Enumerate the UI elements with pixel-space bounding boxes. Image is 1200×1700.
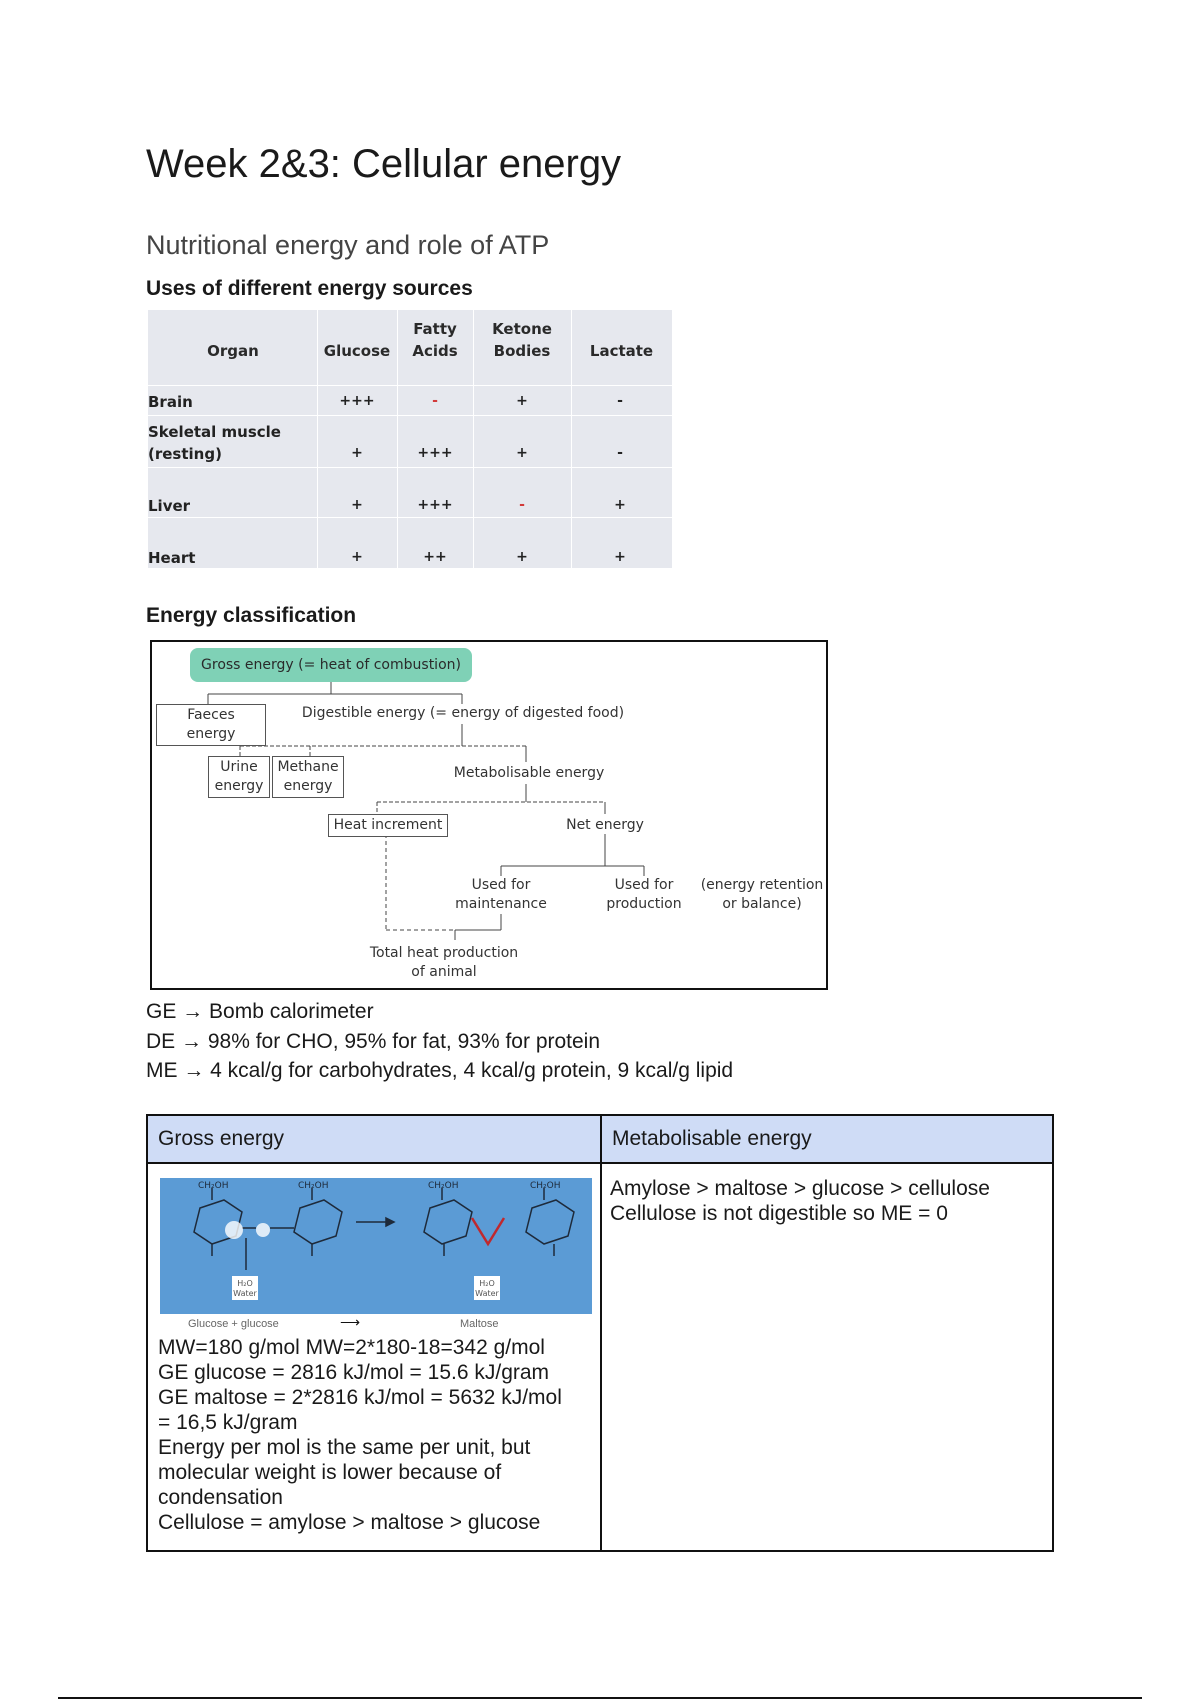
energy-classification-diagram bbox=[150, 640, 828, 990]
table-cell: - bbox=[617, 393, 623, 409]
table-cell: - bbox=[617, 445, 623, 461]
footer-rule bbox=[58, 1697, 1142, 1699]
ch2oh-label: CH₂OH bbox=[198, 1181, 229, 1191]
table-cell: + bbox=[516, 445, 528, 461]
note-ge: GE → Bomb calorimeter bbox=[146, 1000, 374, 1023]
production-node: Used for production bbox=[606, 877, 682, 912]
glucose-caption: Glucose + glucose bbox=[188, 1318, 279, 1330]
table-cell: +++ bbox=[417, 497, 453, 513]
section-subtitle: Nutritional energy and role of ATP bbox=[146, 230, 550, 260]
row-label: Brain bbox=[148, 393, 193, 411]
header-glucose: Glucose bbox=[323, 342, 391, 360]
total-heat-production-node: Total heat production of animal bbox=[369, 945, 519, 980]
table-cell: + bbox=[351, 445, 363, 461]
energy-retention-note: (energy retention or balance) bbox=[700, 877, 824, 912]
classification-heading: Energy classification bbox=[146, 604, 357, 627]
ch2oh-label: CH₂OH bbox=[298, 1181, 329, 1191]
row-label: Heart bbox=[148, 549, 196, 567]
maintenance-node: Used for maintenance bbox=[455, 877, 547, 912]
ch2oh-label: CH₂OH bbox=[428, 1181, 459, 1191]
table-cell: + bbox=[614, 497, 626, 513]
uses-heading: Uses of different energy sources bbox=[146, 277, 473, 300]
header-metabolisable-energy: Metabolisable energy bbox=[602, 1116, 1052, 1164]
table-cell: +++ bbox=[339, 393, 375, 409]
molecule-drawing bbox=[160, 1178, 592, 1314]
methane-energy-node: Methane energy bbox=[272, 756, 344, 798]
digestible-energy-node: Digestible energy (= energy of digested food) bbox=[301, 705, 625, 721]
table-cell: - bbox=[432, 393, 438, 409]
energy-sources-table bbox=[148, 310, 672, 568]
note-me: ME → 4 kcal/g for carbohydrates, 4 kcal/g protein, 9 kcal/g lipid bbox=[146, 1059, 734, 1082]
header-ketone-bodies: Ketone Bodies bbox=[492, 320, 552, 360]
row-label: Liver bbox=[148, 497, 191, 515]
table-cell: + bbox=[516, 549, 528, 565]
header-lactate: Lactate bbox=[589, 342, 654, 360]
table-cell: + bbox=[351, 497, 363, 513]
page-title: Week 2&3: Cellular energy bbox=[146, 142, 622, 186]
ch2oh-label: CH₂OH bbox=[530, 1181, 561, 1191]
heat-increment-node: Heat increment bbox=[328, 814, 448, 837]
table-cell: +++ bbox=[417, 445, 453, 461]
gross-energy-node: Gross energy (= heat of combustion) bbox=[190, 648, 472, 682]
metabolisable-energy-text: Amylose > maltose > glucose > cellulose Cellulose is not digestible so ME = 0 bbox=[610, 1177, 990, 1225]
header-fatty-acids: Fatty Acids bbox=[412, 320, 458, 360]
table-cell: - bbox=[519, 497, 525, 513]
water-label: H₂O bbox=[237, 1279, 253, 1288]
net-energy-node: Net energy bbox=[566, 817, 644, 833]
maltose-caption: Maltose bbox=[460, 1318, 499, 1330]
faeces-energy-node: Faeces energy bbox=[156, 704, 266, 746]
diagram-connectors bbox=[152, 642, 826, 988]
table-cell: + bbox=[516, 393, 528, 409]
table-cell: + bbox=[351, 549, 363, 565]
table-cell: ++ bbox=[423, 549, 447, 565]
glucose-condensation-image bbox=[160, 1178, 592, 1314]
water-label: Water bbox=[233, 1289, 257, 1298]
table-cell: + bbox=[614, 549, 626, 565]
gross-vs-metabolisable-table bbox=[146, 1114, 1054, 1552]
urine-energy-node: Urine energy bbox=[208, 756, 270, 798]
row-label: Skeletal muscle (resting) bbox=[148, 423, 281, 463]
water-label: Water bbox=[475, 1289, 499, 1298]
metabolisable-energy-node: Metabolisable energy bbox=[453, 765, 605, 781]
note-de: DE → 98% for CHO, 95% for fat, 93% for protein bbox=[146, 1030, 601, 1053]
header-gross-energy: Gross energy bbox=[148, 1116, 600, 1164]
water-label: H₂O bbox=[479, 1279, 495, 1288]
reaction-arrow: ⟶ bbox=[340, 1314, 361, 1330]
gross-energy-text: MW=180 g/mol MW=2*180-18=342 g/mol GE glucose = 2816 kJ/mol = 15.6 kJ/gram GE maltose = 2*2816 kJ/mol = 5632 kJ/mol = 16,5 kJ/gram Energy per mol is the same per unit, but molecular weight is lower because of condensation Cellulose = amylose > maltose > glucose bbox=[158, 1336, 562, 1534]
header-organ: Organ bbox=[207, 342, 259, 360]
